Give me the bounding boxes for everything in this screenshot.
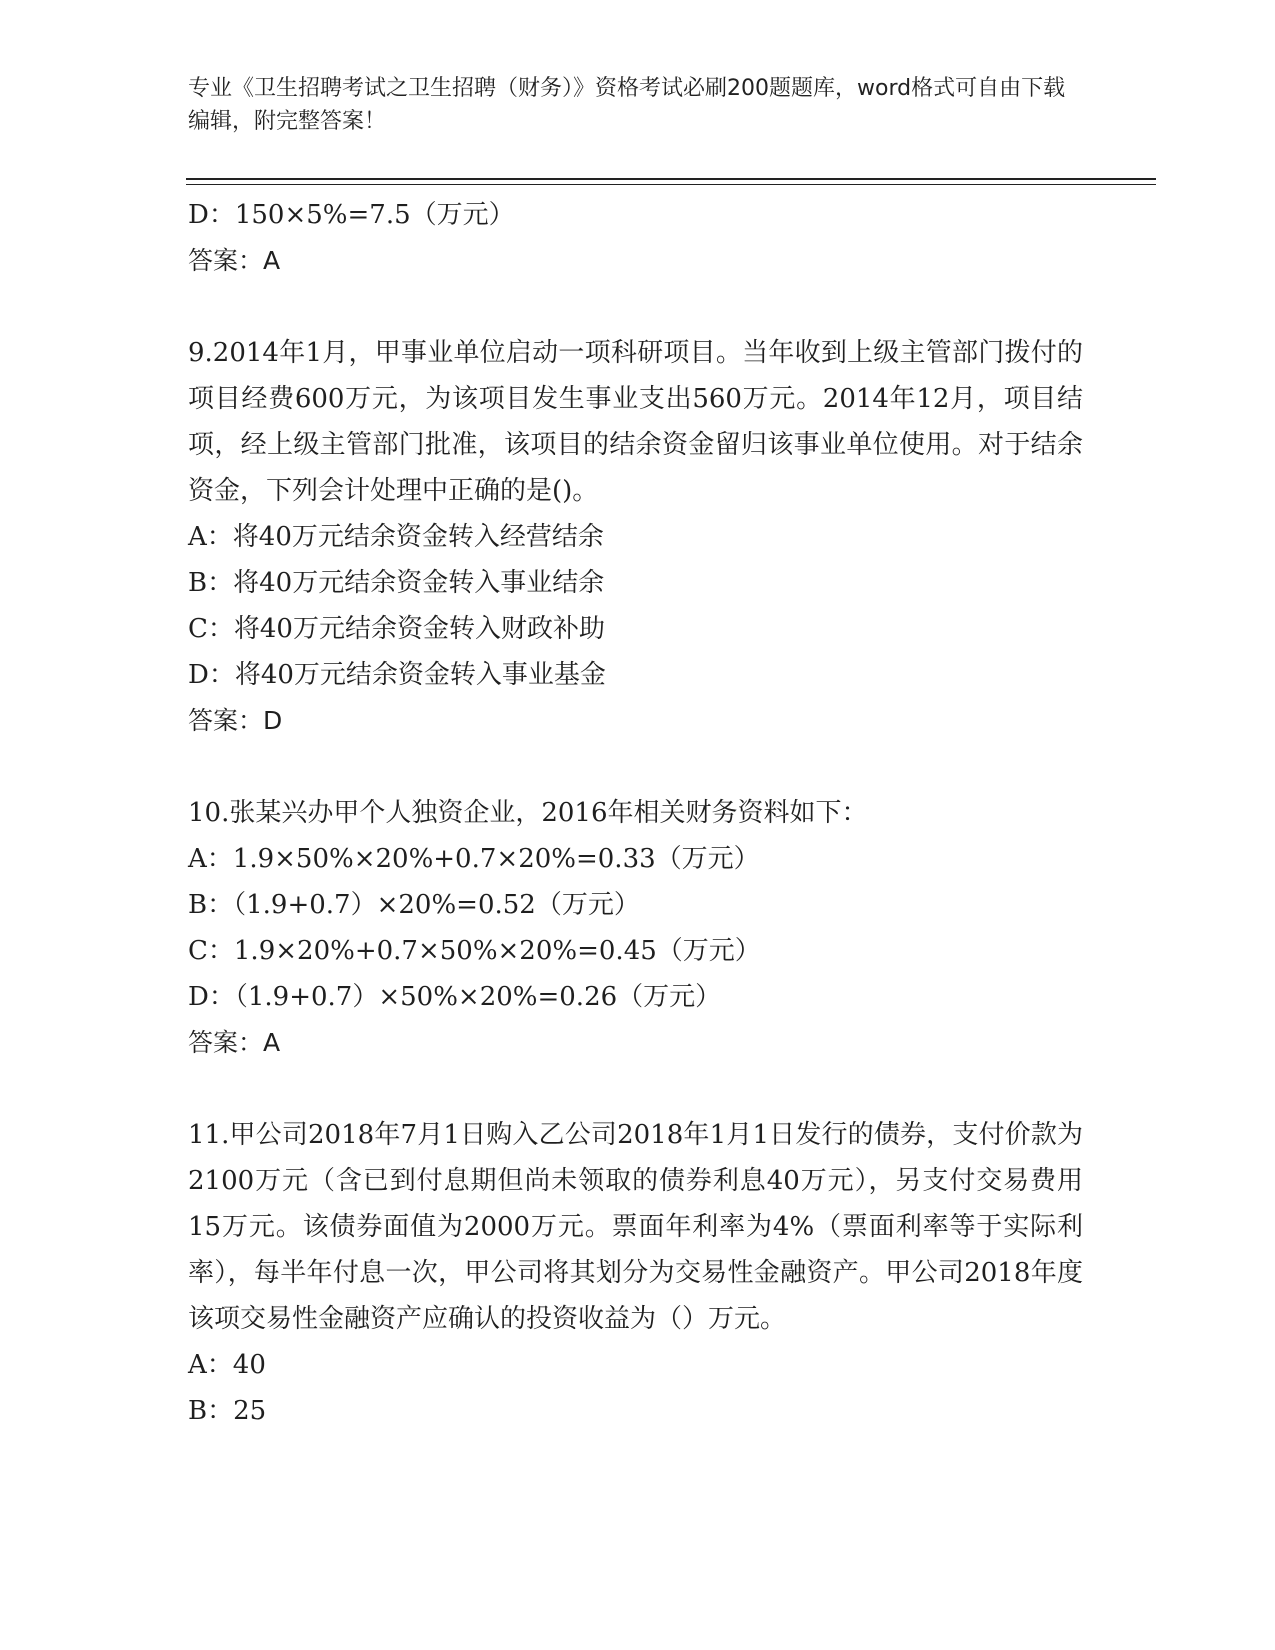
question-11 — [188, 1112, 1083, 1434]
question-stem: 9.2014年1月，甲事业单位启动一项科研项目。当年收到上级主管部门拨付的项目经费600万元，为该项目发生事业支出560万元。2014年12月，项目结项，经上级主管部门批准，该项目的结余资金留归该事业单位使用。对于结余资金，下列会计处理中正确的是()。 — [188, 338, 1083, 506]
question-10 — [188, 790, 1083, 1066]
spacer — [188, 284, 1083, 330]
header-divider-thick — [186, 178, 1156, 180]
option-c: C：将40万元结余资金转入财政补助 — [188, 614, 605, 644]
spacer — [188, 744, 1083, 790]
option-d: D：（1.9+0.7）×50%×20%=0.26（万元） — [188, 982, 722, 1012]
option-b: B：（1.9+0.7）×20%=0.52（万元） — [188, 890, 640, 920]
option-d: D：150×5%=7.5（万元） — [188, 200, 515, 230]
header-text: 专业《卫生招聘考试之卫生招聘（财务）》资格考试必刷200题题库，word格式可自由下载编辑，附完整答案！ — [188, 76, 1066, 134]
question-stem: 11.甲公司2018年7月1日购入乙公司2018年1月1日发行的债券，支付价款为2100万元（含已到付息期但尚未领取的债券利息40万元），另支付交易费用15万元。该债券面值为2000万元。票面年利率为4%（票面利率等于实际利率），每半年付息一次，甲公司将其划分为交易性金融资产。甲公司2018年度该项交易性金融资产应确认的投资收益为（）万元。 — [188, 1120, 1083, 1334]
answer-line: 答案：A — [188, 246, 281, 275]
question-9 — [188, 330, 1083, 744]
question-stem: 10.张某兴办甲个人独资企业，2016年相关财务资料如下： — [188, 798, 868, 828]
answer-line: 答案：A — [188, 1028, 281, 1057]
option-b: B：25 — [188, 1396, 267, 1426]
answer-line: 答案：D — [188, 706, 283, 735]
header-divider-thin — [186, 184, 1156, 185]
option-b: B：将40万元结余资金转入事业结余 — [188, 568, 605, 598]
option-a: A：1.9×50%×20%+0.7×20%=0.33（万元） — [188, 844, 760, 874]
page-header — [188, 72, 1068, 138]
question-8-tail — [188, 192, 1083, 284]
option-a: A：将40万元结余资金转入经营结余 — [188, 522, 604, 552]
option-c: C：1.9×20%+0.7×50%×20%=0.45（万元） — [188, 936, 761, 966]
option-d: D：将40万元结余资金转入事业基金 — [188, 660, 606, 690]
option-a: A：40 — [188, 1350, 266, 1380]
spacer — [188, 1066, 1083, 1112]
document-body — [188, 192, 1083, 1434]
